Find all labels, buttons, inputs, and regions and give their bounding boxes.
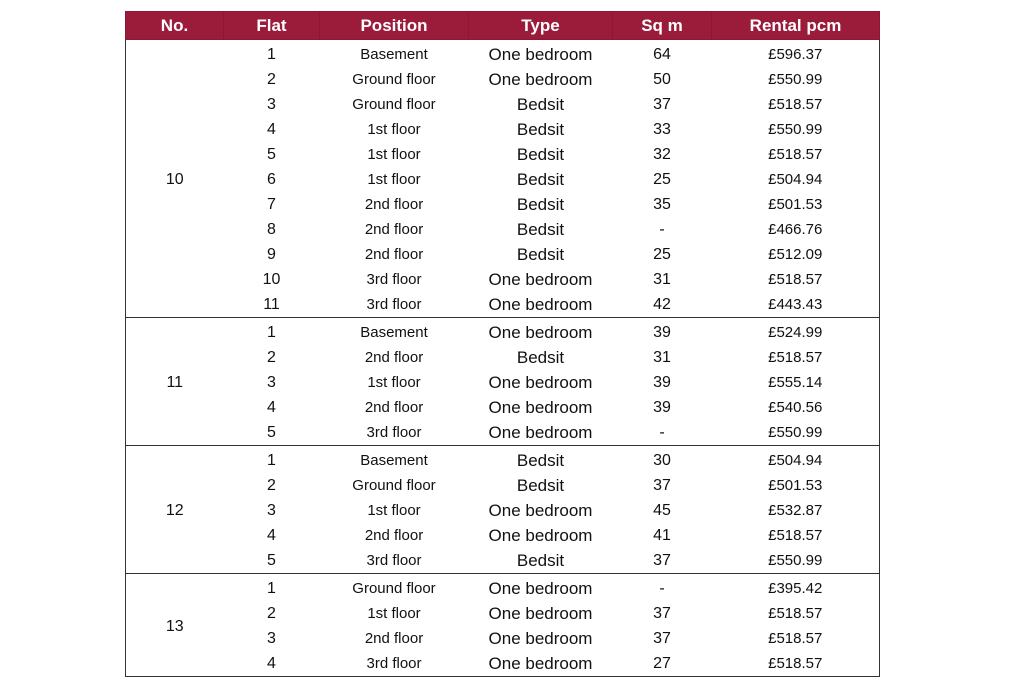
rental-cell: £443.43 — [768, 296, 823, 313]
position-cell: 3rd floor — [366, 424, 422, 441]
sqm-cell: 35 — [653, 196, 671, 213]
position-cell: 3rd floor — [366, 296, 422, 313]
type-cell: One bedroom — [488, 323, 593, 342]
table-row — [126, 292, 880, 318]
sqm-cell: 39 — [653, 399, 671, 416]
position-cell: Ground floor — [352, 71, 436, 88]
flat-cell: 4 — [267, 655, 276, 672]
rental-cell: £555.14 — [768, 374, 823, 391]
table-row — [126, 498, 880, 523]
flat-cell: 1 — [267, 324, 276, 341]
flat-cell: 5 — [267, 552, 276, 569]
rental-cell: £501.53 — [768, 477, 823, 494]
table-row — [126, 395, 880, 420]
rental-cell: £550.99 — [768, 71, 823, 88]
header-position: Position — [320, 12, 469, 40]
sqm-cell: - — [659, 580, 665, 597]
table-row — [126, 601, 880, 626]
rental-cell: £518.57 — [768, 655, 823, 672]
table-row — [126, 548, 880, 574]
flat-cell: 2 — [267, 349, 276, 366]
type-cell: One bedroom — [488, 579, 593, 598]
sqm-cell: 39 — [653, 374, 671, 391]
header-rental: Rental pcm — [712, 12, 880, 40]
rental-cell: £532.87 — [768, 502, 823, 519]
table-header — [126, 12, 880, 40]
position-cell: 2nd floor — [364, 399, 424, 416]
position-cell: 1st floor — [367, 605, 421, 622]
type-cell: Bedsit — [516, 348, 565, 367]
position-cell: 3rd floor — [366, 552, 422, 569]
sqm-cell: - — [659, 424, 665, 441]
flat-cell: 5 — [267, 424, 276, 441]
sqm-cell: 37 — [653, 96, 671, 113]
position-cell: Ground floor — [352, 96, 436, 113]
type-cell: Bedsit — [516, 120, 565, 139]
position-cell: 2nd floor — [364, 527, 424, 544]
type-cell: One bedroom — [488, 45, 593, 64]
type-cell: Bedsit — [516, 170, 565, 189]
flat-cell: 2 — [267, 71, 276, 88]
position-cell: 3rd floor — [366, 655, 422, 672]
flat-cell: 2 — [267, 605, 276, 622]
flat-cell: 7 — [267, 196, 276, 213]
sqm-cell: 37 — [653, 630, 671, 647]
rental-cell: £596.37 — [768, 46, 823, 63]
sqm-cell: 31 — [653, 271, 671, 288]
table-row — [126, 651, 880, 677]
flat-cell: 1 — [267, 452, 276, 469]
table-row — [126, 117, 880, 142]
table-row — [126, 242, 880, 267]
position-cell: 1st floor — [367, 374, 421, 391]
rental-cell: £524.99 — [768, 324, 823, 341]
sqm-cell: 37 — [653, 477, 671, 494]
type-cell: One bedroom — [488, 526, 593, 545]
flat-cell: 3 — [267, 374, 276, 391]
position-cell: 1st floor — [367, 171, 421, 188]
building-group — [126, 40, 880, 318]
type-cell: One bedroom — [488, 629, 593, 648]
table-row — [126, 370, 880, 395]
flat-cell: 6 — [267, 171, 276, 188]
header-type: Type — [469, 12, 613, 40]
type-cell: Bedsit — [516, 551, 565, 570]
position-cell: Ground floor — [352, 580, 436, 597]
table-row — [126, 420, 880, 446]
header-row — [126, 12, 880, 40]
type-cell: Bedsit — [516, 95, 565, 114]
rental-table — [125, 11, 880, 677]
rental-cell: £512.09 — [768, 246, 823, 263]
table-row — [126, 67, 880, 92]
building-group — [126, 318, 880, 446]
table-row — [126, 192, 880, 217]
type-cell: Bedsit — [516, 220, 565, 239]
rental-cell: £550.99 — [768, 552, 823, 569]
type-cell: Bedsit — [516, 476, 565, 495]
type-cell: One bedroom — [488, 501, 593, 520]
sqm-cell: 32 — [653, 146, 671, 163]
flat-cell: 10 — [262, 271, 281, 288]
flat-cell: 5 — [267, 146, 276, 163]
position-cell: 2nd floor — [364, 246, 424, 263]
table-row — [126, 92, 880, 117]
table-row — [126, 473, 880, 498]
rental-cell: £518.57 — [768, 605, 823, 622]
table-row — [126, 167, 880, 192]
position-cell: Basement — [360, 452, 428, 469]
sqm-cell: 42 — [653, 296, 671, 313]
table-row — [126, 40, 880, 68]
position-cell: 2nd floor — [364, 630, 424, 647]
building-number-cell: 10 — [165, 171, 184, 188]
sqm-cell: 33 — [653, 121, 671, 138]
type-cell: One bedroom — [488, 70, 593, 89]
building-number-cell: 11 — [166, 374, 184, 391]
sqm-cell: 30 — [653, 452, 671, 469]
header-sqm: Sq m — [613, 12, 712, 40]
table-row — [126, 626, 880, 651]
position-cell: Ground floor — [352, 477, 436, 494]
rental-cell: £504.94 — [768, 171, 823, 188]
flat-cell: 9 — [267, 246, 276, 263]
table-row — [126, 574, 880, 602]
position-cell: 3rd floor — [366, 271, 422, 288]
rental-cell: £518.57 — [768, 527, 823, 544]
type-cell: One bedroom — [488, 423, 593, 442]
flat-cell: 1 — [267, 46, 276, 63]
flat-cell: 8 — [267, 221, 276, 238]
sqm-cell: 39 — [653, 324, 671, 341]
sqm-cell: 50 — [653, 71, 671, 88]
position-cell: 1st floor — [367, 121, 421, 138]
rental-cell: £550.99 — [768, 121, 823, 138]
rental-cell: £518.57 — [768, 630, 823, 647]
table-row — [126, 523, 880, 548]
type-cell: Bedsit — [516, 195, 565, 214]
position-cell: Basement — [360, 324, 428, 341]
type-cell: One bedroom — [488, 398, 593, 417]
building-number-cell: 13 — [165, 617, 184, 635]
table-row — [126, 446, 880, 474]
rental-cell: £518.57 — [768, 271, 823, 288]
building-group — [126, 574, 880, 677]
flat-cell: 3 — [267, 630, 276, 647]
sqm-cell: 37 — [653, 605, 671, 622]
position-cell: 2nd floor — [364, 349, 424, 366]
flat-cell: 11 — [263, 296, 280, 313]
table-row — [126, 318, 880, 346]
sqm-cell: 25 — [653, 171, 671, 188]
type-cell: One bedroom — [488, 654, 593, 673]
type-cell: One bedroom — [488, 604, 593, 623]
type-cell: Bedsit — [516, 245, 565, 264]
type-cell: Bedsit — [516, 451, 565, 470]
building-number-cell: 12 — [165, 502, 184, 519]
table-row — [126, 267, 880, 292]
table-row — [126, 217, 880, 242]
flat-cell: 3 — [267, 502, 276, 519]
sqm-cell: 37 — [653, 552, 671, 569]
sqm-cell: 31 — [653, 349, 671, 366]
sqm-cell: 64 — [653, 46, 671, 63]
position-cell: 1st floor — [367, 502, 421, 519]
flat-cell: 4 — [267, 121, 276, 138]
header-no: No. — [126, 12, 224, 40]
type-cell: One bedroom — [488, 373, 593, 392]
type-cell: Bedsit — [516, 145, 565, 164]
position-cell: 2nd floor — [364, 196, 424, 213]
flat-cell: 1 — [267, 580, 276, 597]
rental-cell: £501.53 — [768, 196, 823, 213]
flat-cell: 2 — [267, 477, 276, 494]
table-row — [126, 345, 880, 370]
flat-cell: 3 — [267, 96, 276, 113]
sqm-cell: 25 — [653, 246, 671, 263]
rental-cell: £395.42 — [768, 580, 823, 597]
flat-cell: 4 — [267, 527, 276, 544]
sqm-cell: 27 — [653, 655, 671, 672]
position-cell: 2nd floor — [364, 221, 424, 238]
sqm-cell: 41 — [653, 527, 671, 544]
flat-cell: 4 — [267, 399, 276, 416]
rental-cell: £550.99 — [768, 424, 823, 441]
header-flat: Flat — [224, 12, 320, 40]
rental-cell: £504.94 — [768, 452, 823, 469]
rental-cell: £518.57 — [768, 96, 823, 113]
type-cell: One bedroom — [488, 270, 593, 289]
rental-cell: £540.56 — [768, 399, 823, 416]
table-row — [126, 142, 880, 167]
position-cell: Basement — [360, 46, 428, 63]
rental-cell: £518.57 — [768, 349, 823, 366]
rental-table-container — [125, 11, 879, 677]
sqm-cell: 45 — [653, 502, 671, 519]
type-cell: One bedroom — [488, 295, 593, 314]
rental-cell: £466.76 — [768, 221, 823, 238]
building-group — [126, 446, 880, 574]
rental-cell: £518.57 — [768, 146, 823, 163]
position-cell: 1st floor — [367, 146, 421, 163]
sqm-cell: - — [659, 221, 665, 238]
